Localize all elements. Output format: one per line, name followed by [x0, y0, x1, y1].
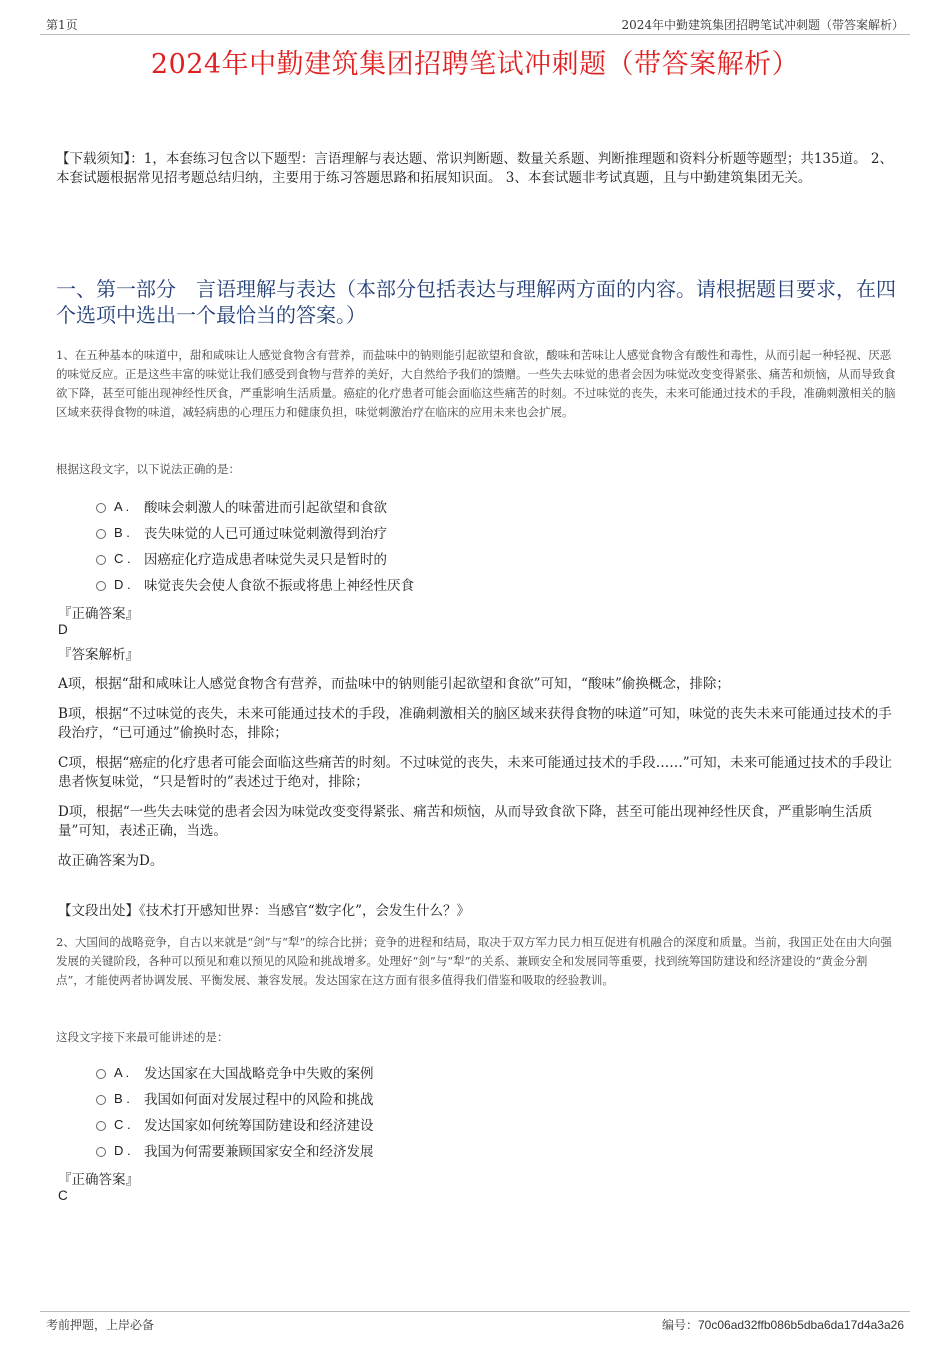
- question-1-text: 1、在五种基本的味道中，甜和咸味让人感觉食物含有营养，而盐味中的钠则能引起欲望和食欲，酸味和苦味让人感觉食物含有酸性和毒性，从而引起一种轻视、厌恶的味觉反应。正是这些丰富的味觉让我们感受到食物与营养的美好，大自然给予我们的馈赠。一些失去味觉的患者会因为味觉改变变得紧张、痛苦和烦恼，从而导致食欲下降，甚至可能出现神经性厌食，严重影响生活质量。癌症的化疗患者可能会面临这些痛苦的时刻。不过味觉的丧失，未来可能通过技术的手段，准确刺激相关的脑区域来获得食物的味道，减轻病患的心理压力和健康负担，味觉刺激治疗在临床的应用未来也会扩展。: [56, 348, 896, 419]
- answer-label: 『正确答案』: [58, 1172, 139, 1188]
- option-d[interactable]: D . 味觉丧失会使人食欲不振或将患上神经性厌食: [96, 571, 796, 597]
- radio-icon[interactable]: [96, 1095, 106, 1105]
- answer-value: D: [58, 622, 68, 637]
- section-title: 一、第一部分 言语理解与表达（本部分包括表达与理解两方面的内容。请根据题目要求，在四个选项中选出一个最恰当的答案。）: [56, 277, 896, 327]
- option-d[interactable]: D . 我国为何需要兼顾国家安全和经济发展: [96, 1137, 796, 1163]
- option-a[interactable]: A . 酸味会刺激人的味蕾进而引起欲望和食欲: [96, 493, 796, 519]
- analysis-paragraph: D项，根据“一些失去味觉的患者会因为味觉改变变得紧张、痛苦和烦恼，从而导致食欲下降，甚至可能出现神经性厌食，严重影响生活质量”可知，表述正确，当选。: [58, 804, 873, 839]
- analysis-paragraph: B项，根据“不过味觉的丧失，未来可能通过技术的手段，准确刺激相关的脑区域来获得食物的味道”可知，味觉的丧失未来可能通过技术的手段治疗，“已可通过”偷换时态，排除；: [58, 706, 892, 741]
- radio-icon[interactable]: [96, 1147, 106, 1157]
- page-header: [40, 14, 910, 35]
- page-footer: [40, 1311, 910, 1332]
- radio-icon[interactable]: [96, 529, 106, 539]
- question-2-options: [96, 1059, 796, 1163]
- analysis-paragraph: C项，根据“癌症的化疗患者可能会面临这些痛苦的时刻。不过味觉的丧失，未来可能通过技术的手段……”可知，未来可能通过技术的手段让患者恢复味觉，“只是暂时的”表述过于绝对，排除；: [58, 755, 893, 790]
- question-2-text: 2、大国间的战略竞争，自古以来就是“剑”与“犁”的综合比拼；竞争的进程和结局，取决于双方军力民力相互促进有机融合的深度和质量。当前，我国正处在由大向强发展的关键阶段，各种可以预见和难以预见的风险和挑战增多。处理好“剑”与“犁”的关系、兼顾安全和发展同等重要，找到统筹国防建设和经济建设的“黄金分割点”，才能使两者协调发展、平衡发展、兼容发展。发达国家在这方面有很多值得我们借鉴和吸取的经验教训。: [56, 935, 892, 987]
- answer-label: 『正确答案』: [58, 606, 139, 622]
- radio-icon[interactable]: [96, 503, 106, 513]
- document-code: 70c06ad32ffb086b5dba6da17d4a3a26: [698, 1318, 904, 1332]
- question-1-options: [96, 493, 796, 597]
- answer-analysis: [58, 675, 896, 882]
- question-1-prompt: 根据这段文字，以下说法正确的是：: [56, 462, 240, 476]
- page-number: 第1页: [46, 18, 78, 32]
- answer-value: C: [58, 1188, 68, 1203]
- radio-icon[interactable]: [96, 555, 106, 565]
- option-c[interactable]: C . 发达国家如何统筹国防建设和经济建设: [96, 1111, 796, 1137]
- option-b[interactable]: B . 我国如何面对发展过程中的风险和挑战: [96, 1085, 796, 1111]
- footer-code: 编号：70c06ad32ffb086b5dba6da17d4a3a26: [661, 1318, 904, 1332]
- footer-slogan: 考前押题，上岸必备: [46, 1318, 155, 1332]
- option-b[interactable]: B . 丧失味觉的人已可通过味觉刺激得到治疗: [96, 519, 796, 545]
- radio-icon[interactable]: [96, 1069, 106, 1079]
- option-a[interactable]: A . 发达国家在大国战略竞争中失败的案例: [96, 1059, 796, 1085]
- analysis-paragraph: A项，根据“甜和咸味让人感觉食物含有营养，而盐味中的钠则能引起欲望和食欲”可知，“酸味”偷换概念，排除；: [58, 676, 730, 692]
- radio-icon[interactable]: [96, 581, 106, 591]
- radio-icon[interactable]: [96, 1121, 106, 1131]
- analysis-conclusion: 故正确答案为D。: [58, 853, 164, 869]
- question-2-prompt: 这段文字接下来最可能讲述的是：: [56, 1030, 229, 1044]
- download-notice: 【下载须知】：1，本套练习包含以下题型：言语理解与表达题、常识判断题、数量关系题、判断推理题和资料分析题等题型；共135道。 2、本套试题根据常见招考题总结归纳，主要用于练习答题思路和拓展知识面。 3、本套试题非考试真题，且与中勤建筑集团无关。: [56, 151, 893, 186]
- header-doc-title: 2024年中勤建筑集团招聘笔试冲刺题（带答案解析）: [621, 18, 904, 32]
- option-c[interactable]: C . 因癌症化疗造成患者味觉失灵只是暂时的: [96, 545, 796, 571]
- analysis-label: 『答案解析』: [58, 647, 139, 663]
- text-source: 【文段出处】《技术打开感知世界：当感官“数字化”，会发生什么？》: [58, 903, 471, 919]
- page-title: 2024年中勤建筑集团招聘笔试冲刺题（带答案解析）: [150, 49, 800, 80]
